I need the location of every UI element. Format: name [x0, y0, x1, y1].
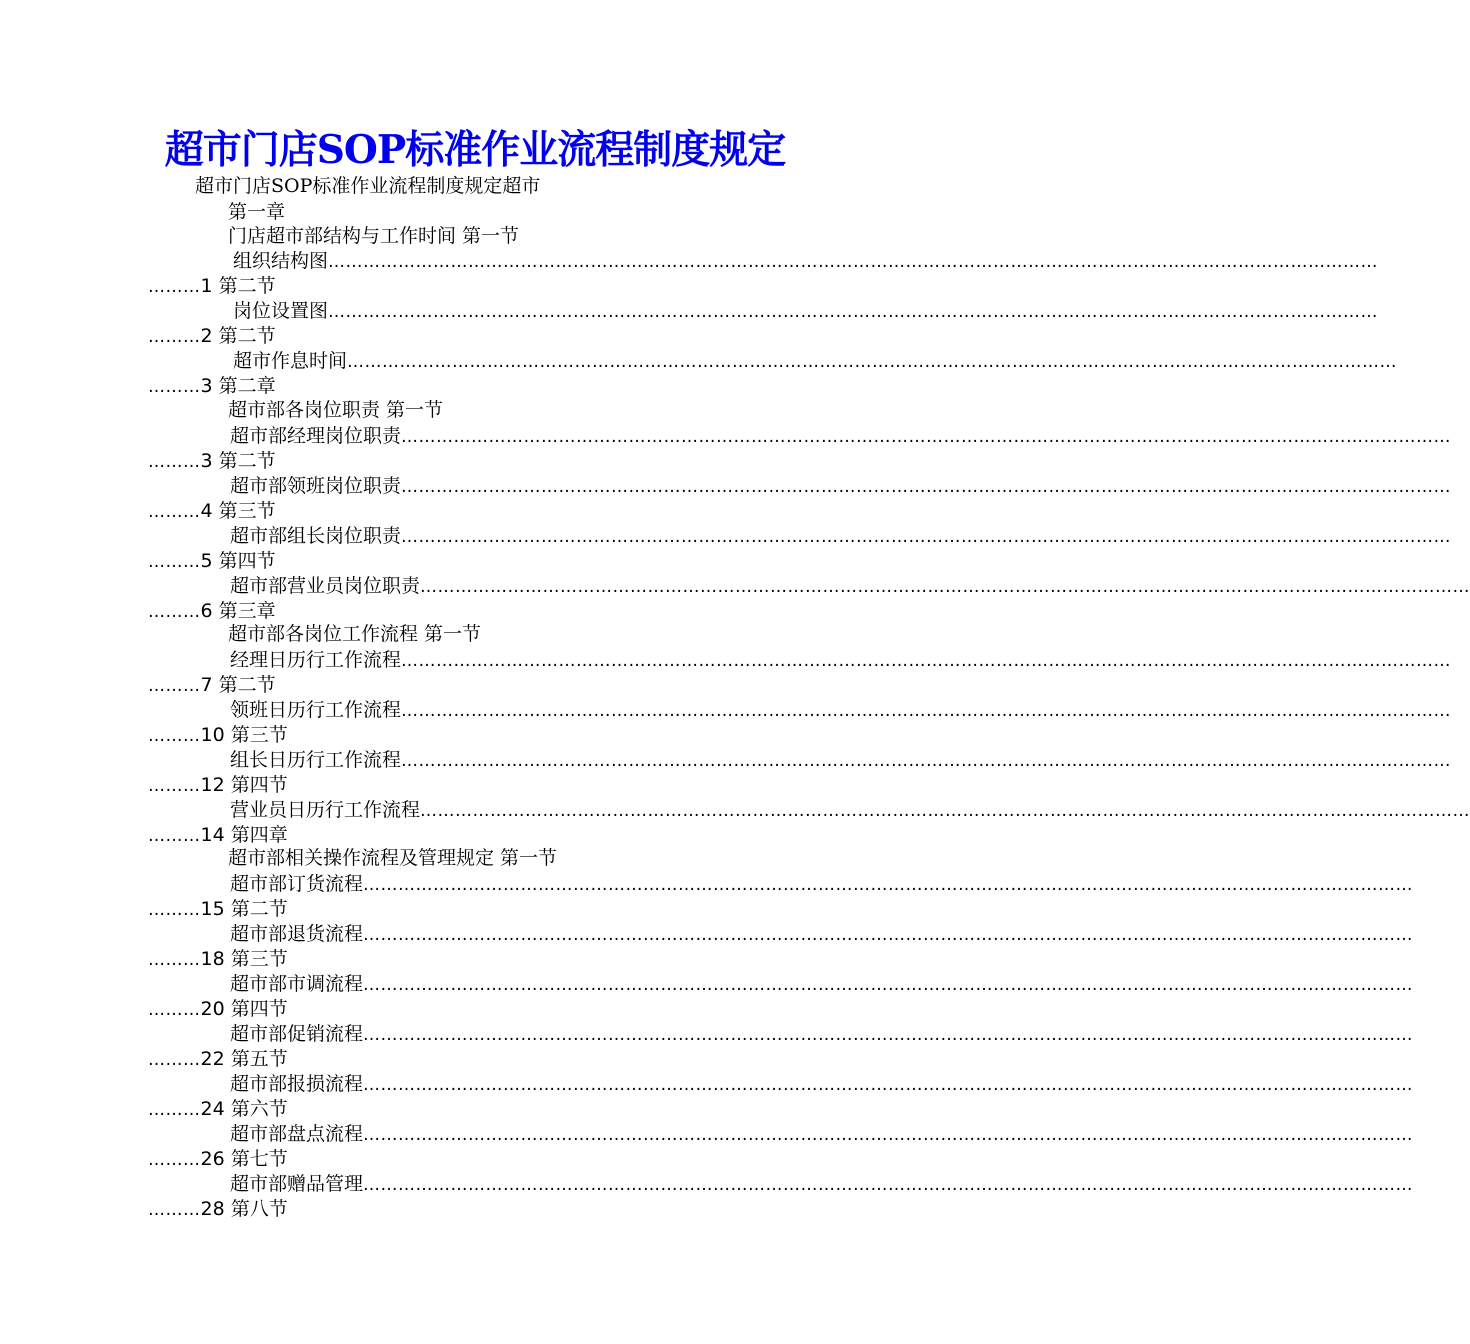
- toc-next-section: 第八节: [224, 1198, 288, 1220]
- toc-entry-title: 超市部盘点流程: [230, 1123, 364, 1145]
- toc-entry[interactable]: [148, 922, 1414, 972]
- dot-leader: ………: [148, 1150, 201, 1170]
- dot-leader: ………………………………………………………………………………………………………………………………………………………………: [401, 751, 1452, 771]
- toc-next-section: 第四节: [224, 774, 288, 796]
- dot-leader: ………: [148, 1100, 201, 1120]
- dot-leader: ………………………………………………………………………………………………………………………………………………………………: [363, 1025, 1414, 1045]
- toc-entry-title-line: [230, 648, 1452, 672]
- toc-entry[interactable]: [148, 474, 1452, 524]
- toc-entry-title: 超市部赠品管理: [230, 1173, 364, 1195]
- toc-entry-title-line: [230, 1072, 1414, 1096]
- toc-entry-title-line: [233, 299, 1379, 323]
- toc-entry-page-line: [148, 374, 276, 398]
- toc-entry-title-line: [230, 424, 1452, 448]
- toc-entry-page-line: [148, 499, 276, 523]
- toc-entry[interactable]: [148, 299, 1379, 349]
- toc-page-number: 18: [200, 948, 225, 970]
- toc-entry[interactable]: [148, 872, 1414, 922]
- dot-leader: ………: [148, 602, 201, 622]
- toc-next-section: 第五节: [224, 1048, 288, 1070]
- toc-entry[interactable]: [148, 574, 1470, 624]
- dot-leader: ………………………………………………………………………………………………………………………………………………………………: [363, 875, 1414, 895]
- toc-next-section: 第四章: [224, 824, 288, 846]
- toc-next-section: 第三节: [224, 948, 288, 970]
- toc-entry-page-line: [148, 324, 276, 348]
- toc-page-number: 20: [200, 998, 225, 1020]
- toc-entry-title: 超市部领班岗位职责: [230, 475, 402, 497]
- toc-page-number: 10: [200, 724, 225, 746]
- toc-page-number: 24: [200, 1098, 225, 1120]
- toc-next-section: 第六节: [224, 1098, 288, 1120]
- toc-next-section: 第二章: [212, 375, 276, 397]
- toc-entry[interactable]: [148, 524, 1452, 574]
- toc-entry[interactable]: [148, 1172, 1414, 1222]
- toc-entry-title: 超市部营业员岗位职责: [230, 575, 421, 597]
- dot-leader: ………………………………………………………………………………………………………………………………………………………………: [328, 302, 1379, 322]
- toc-next-section: 第四节: [224, 998, 288, 1020]
- toc-entry-title: 超市作息时间: [233, 350, 348, 372]
- dot-leader: ………: [148, 552, 201, 572]
- dot-leader: ………: [148, 277, 201, 297]
- toc-entry-title-line: [233, 249, 1379, 273]
- toc-page-number: 5: [200, 550, 213, 572]
- toc-entry-title: 岗位设置图: [233, 300, 329, 322]
- toc-entry-title: 超市部组长岗位职责: [230, 525, 402, 547]
- dot-leader: ………: [148, 502, 201, 522]
- toc-entry-page-line: [148, 274, 276, 298]
- toc-entry-title-line: [230, 1022, 1414, 1046]
- toc-page-number: 6: [200, 600, 213, 622]
- toc-entry-page-line: [148, 947, 288, 971]
- toc-entry-title: 超市部报损流程: [230, 1073, 364, 1095]
- toc-entry-page-line: [148, 897, 288, 921]
- toc-page-number: 3: [200, 450, 213, 472]
- dot-leader: ………………………………………………………………………………………………………………………………………………………………: [401, 701, 1452, 721]
- dot-leader: ………: [148, 377, 201, 397]
- toc-entry[interactable]: [148, 698, 1452, 748]
- dot-leader: ………: [148, 327, 201, 347]
- dot-leader: ………………………………………………………………………………………………………………………………………………………………: [420, 801, 1470, 821]
- toc-entry-page-line: [148, 1147, 288, 1171]
- dot-leader: ………: [148, 826, 201, 846]
- toc-next-section: 第二节: [212, 674, 276, 696]
- document-title: 超市门店SOP标准作业流程制度规定: [164, 127, 786, 173]
- dot-leader: ………………………………………………………………………………………………………………………………………………………………: [401, 477, 1452, 497]
- toc-entry-page-line: [148, 449, 276, 473]
- toc-entry-title: 组织结构图: [233, 250, 329, 272]
- toc-entry-title: 超市部市调流程: [230, 973, 364, 995]
- toc-page-number: 14: [200, 824, 225, 846]
- toc-next-section: 第三节: [212, 500, 276, 522]
- dot-leader: ………: [148, 1000, 201, 1020]
- chapter-1-heading: 第一章: [228, 201, 286, 223]
- toc-next-section: 第三节: [224, 724, 288, 746]
- toc-next-section: 第二节: [212, 275, 276, 297]
- toc-entry-page-line: [148, 997, 288, 1021]
- toc-entry-title: 超市部经理岗位职责: [230, 425, 402, 447]
- toc-entry-title-line: [230, 698, 1452, 722]
- toc-entry-title: 经理日历行工作流程: [230, 649, 402, 671]
- toc-entry-page-line: [148, 549, 276, 573]
- toc-entry-page-line: [148, 1097, 288, 1121]
- dot-leader: ………………………………………………………………………………………………………………………………………………………………: [363, 1175, 1414, 1195]
- toc-entry-title-line: [230, 748, 1452, 772]
- toc-entry-title-line: [230, 872, 1414, 896]
- dot-leader: ………………………………………………………………………………………………………………………………………………………………: [347, 352, 1398, 372]
- toc-page-number: 2: [200, 325, 213, 347]
- toc-page-number: 4: [200, 500, 213, 522]
- document-subtitle: 超市门店SOP标准作业流程制度规定超市: [195, 175, 541, 197]
- dot-leader: ………: [148, 1050, 201, 1070]
- toc-entry-page-line: [148, 599, 276, 623]
- dot-leader: ………………………………………………………………………………………………………………………………………………………………: [328, 252, 1379, 272]
- toc-next-section: 第四节: [212, 550, 276, 572]
- chapter-1-line: 门店超市部结构与工作时间 第一节: [228, 225, 520, 247]
- toc-entry[interactable]: [148, 349, 1398, 399]
- dot-leader: ………: [148, 900, 201, 920]
- toc-entry-page-line: [148, 673, 276, 697]
- toc-entry-title-line: [233, 349, 1398, 373]
- toc-page-number: 3: [200, 375, 213, 397]
- toc-entry[interactable]: [148, 798, 1470, 848]
- toc-entry-title: 超市部订货流程: [230, 873, 364, 895]
- dot-leader: ………………………………………………………………………………………………………………………………………………………………: [363, 925, 1414, 945]
- toc-entry[interactable]: [148, 1122, 1414, 1172]
- toc-entry-title: 营业员日历行工作流程: [230, 799, 421, 821]
- dot-leader: ………: [148, 726, 201, 746]
- chapter-4-line: 超市部相关操作流程及管理规定 第一节: [228, 847, 558, 869]
- toc-entry[interactable]: [148, 1072, 1414, 1122]
- toc-entry-title-line: [230, 524, 1452, 548]
- toc-entry[interactable]: [148, 249, 1379, 299]
- dot-leader: ………………………………………………………………………………………………………………………………………………………………: [363, 975, 1414, 995]
- toc-entry-title: 超市部促销流程: [230, 1023, 364, 1045]
- toc-page-number: 15: [200, 898, 225, 920]
- toc-entry[interactable]: [148, 748, 1452, 798]
- toc-entry-title: 领班日历行工作流程: [230, 699, 402, 721]
- toc-next-section: 第二节: [212, 325, 276, 347]
- dot-leader: ………: [148, 452, 201, 472]
- dot-leader: ………………………………………………………………………………………………………………………………………………………………: [401, 651, 1452, 671]
- toc-entry[interactable]: [148, 972, 1414, 1022]
- toc-next-section: 第七节: [224, 1148, 288, 1170]
- toc-entry-page-line: [148, 823, 288, 847]
- toc-page-number: 22: [200, 1048, 225, 1070]
- toc-entry-page-line: [148, 773, 288, 797]
- toc-entry-title-line: [230, 574, 1470, 598]
- toc-entry-page-line: [148, 1047, 288, 1071]
- dot-leader: ………: [148, 1200, 201, 1220]
- dot-leader: ………………………………………………………………………………………………………………………………………………………………: [401, 527, 1452, 547]
- toc-next-section: 第二节: [212, 450, 276, 472]
- dot-leader: ………: [148, 676, 201, 696]
- chapter-2-line: 超市部各岗位职责 第一节: [228, 399, 444, 421]
- toc-entry[interactable]: [148, 1022, 1414, 1072]
- toc-entry-title-line: [230, 798, 1470, 822]
- toc-entry[interactable]: [148, 648, 1452, 698]
- dot-leader: ………………………………………………………………………………………………………………………………………………………………: [420, 577, 1470, 597]
- toc-page-number: 12: [200, 774, 225, 796]
- toc-entry-title-line: [230, 972, 1414, 996]
- toc-entry-title-line: [230, 474, 1452, 498]
- toc-next-section: 第三章: [212, 600, 276, 622]
- toc-entry-title-line: [230, 1172, 1414, 1196]
- toc-entry-page-line: [148, 723, 288, 747]
- toc-entry-title: 超市部退货流程: [230, 923, 364, 945]
- chapter-3-line: 超市部各岗位工作流程 第一节: [228, 623, 482, 645]
- toc-next-section: 第二节: [224, 898, 288, 920]
- toc-entry-title-line: [230, 922, 1414, 946]
- toc-page-number: 1: [200, 275, 213, 297]
- dot-leader: ………………………………………………………………………………………………………………………………………………………………: [363, 1075, 1414, 1095]
- toc-page-number: 26: [200, 1148, 225, 1170]
- dot-leader: ………: [148, 776, 201, 796]
- dot-leader: ………: [148, 950, 201, 970]
- toc-page-number: 7: [200, 674, 213, 696]
- toc-page-number: 28: [200, 1198, 225, 1220]
- dot-leader: ………………………………………………………………………………………………………………………………………………………………: [363, 1125, 1414, 1145]
- toc-entry[interactable]: [148, 424, 1452, 474]
- toc-entry-title-line: [230, 1122, 1414, 1146]
- dot-leader: ………………………………………………………………………………………………………………………………………………………………: [401, 427, 1452, 447]
- toc-entry-page-line: [148, 1197, 288, 1221]
- toc-entry-title: 组长日历行工作流程: [230, 749, 402, 771]
